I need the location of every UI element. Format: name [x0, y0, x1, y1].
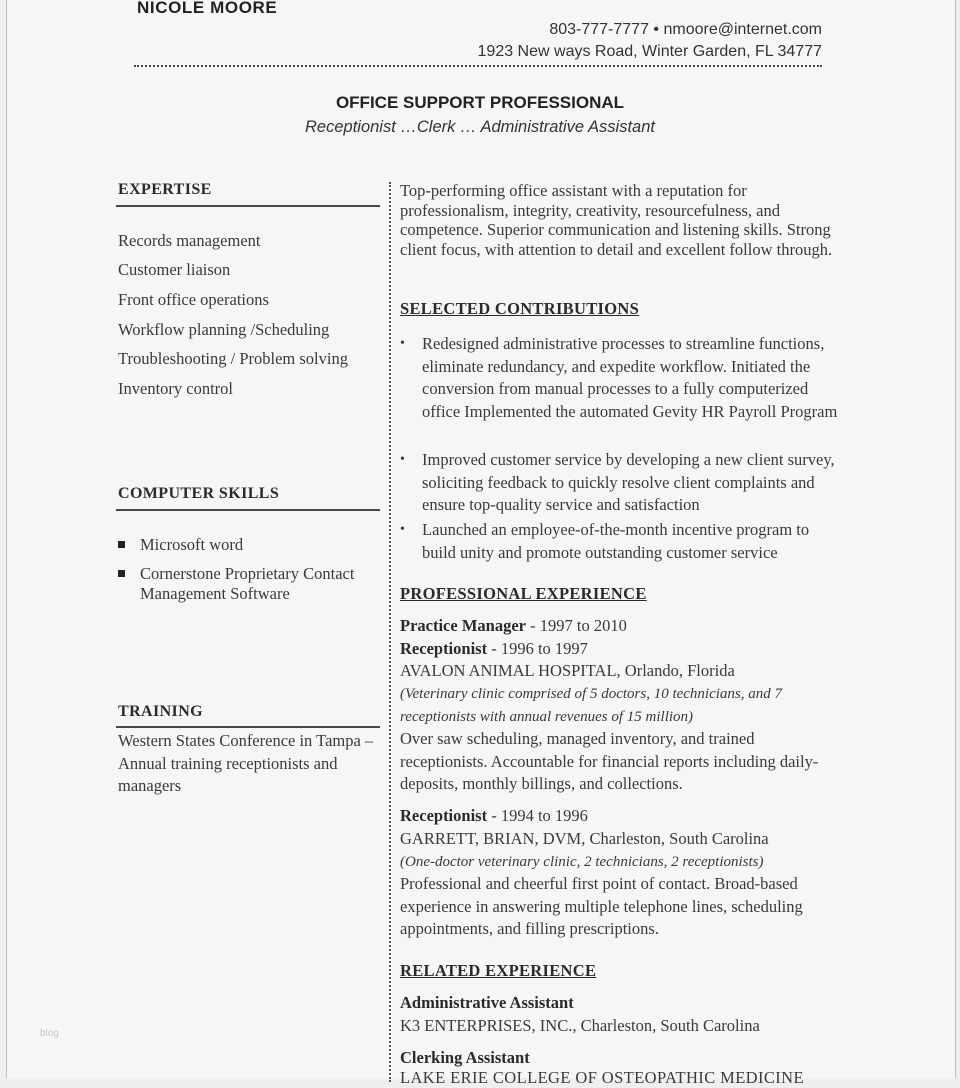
expertise-item: Customer liaison — [118, 260, 231, 279]
job-dates: - 1996 to 1997 — [487, 639, 588, 658]
job-title-line — [400, 638, 850, 661]
contact-phone-email: 803-777-7777 • nmoore@internet.com — [549, 21, 822, 38]
contribution-item — [400, 333, 840, 423]
contribution-item — [400, 519, 840, 564]
contribution-text: Redesigned administrative processes to streamline functions, eliminate redundancy, and expedite workflow. Initiated the conversion from manual processes to a fully computerized office Implemented the automated Gevity HR Payroll Program — [422, 334, 838, 421]
related-heading: RELATED EXPERIENCE — [400, 961, 597, 980]
computer-skills-rule — [116, 509, 380, 511]
related-employer: K3 ENTERPRISES, INC., Charleston, South Carolina — [400, 1016, 760, 1035]
contribution-text: Launched an employee-of-the-month incentive program to build unity and promote outstanding customer service — [422, 520, 810, 562]
square-bullet-icon — [118, 570, 125, 577]
resume-title: OFFICE SUPPORT PROFESSIONAL — [335, 93, 625, 112]
column-divider — [389, 182, 391, 1082]
expertise-rule — [116, 205, 380, 207]
applicant-name: NICOLE MOORE — [137, 0, 278, 17]
expertise-item: Records management — [118, 231, 261, 250]
computer-skill-item — [118, 564, 380, 604]
bullet-icon: • — [400, 452, 405, 467]
header-divider — [134, 65, 822, 67]
job-employer: AVALON ANIMAL HOSPITAL, Orlando, Florida — [400, 661, 735, 680]
bullet-icon: • — [400, 522, 405, 537]
job-title-line — [400, 805, 850, 828]
computer-skill-text: Cornerstone Proprietary Contact Management Software — [140, 564, 355, 603]
computer-skills-heading: COMPUTER SKILLS — [118, 485, 280, 502]
expertise-item: Workflow planning /Scheduling — [118, 320, 330, 339]
related-role — [400, 992, 850, 1015]
expertise-item: Troubleshooting / Problem solving — [118, 349, 348, 368]
expertise-item: Front office operations — [118, 290, 269, 309]
job-dates: - 1997 to 2010 — [525, 616, 627, 635]
watermark: blog — [40, 1028, 59, 1039]
contact-address: 1923 New ways Road, Winter Garden, FL 34777 — [477, 43, 822, 60]
related-employer: LAKE ERIE COLLEGE OF OSTEOPATHIC MEDICINE — [400, 1068, 804, 1087]
contribution-item — [400, 449, 840, 517]
training-rule — [116, 726, 380, 728]
job-title-line — [400, 615, 850, 638]
bullet-icon: • — [400, 336, 405, 351]
experience-heading: PROFESSIONAL EXPERIENCE — [400, 584, 647, 603]
contribution-text: Improved customer service by developing a new client survey, soliciting feedback to quickly resolve client complaints and ensure top-quality service and satisfaction — [422, 450, 835, 515]
training-heading: TRAINING — [118, 703, 203, 720]
training-text: Western States Conference in Tampa – Annual training receptionists and managers — [118, 731, 374, 795]
expertise-item: Inventory control — [118, 379, 234, 398]
profile-summary: Top-performing office assistant with a reputation for professionalism, integrity, creativity, resourcefulness, and competence. Superior communication and listening skills. Strong client focus, with attention to detail and excellent follow through. — [400, 181, 833, 260]
job-description: Professional and cheerful first point of contact. Broad-based experience in answering multiple telephone lines, scheduling appointments, and filling prescriptions. — [400, 874, 803, 939]
resume-subtitle: Receptionist …Clerk … Administrative Assistant — [305, 118, 655, 136]
job-description: Over saw scheduling, managed inventory, and trained receptionists. Accountable for financial reports including daily-deposits, monthly billings, and collections. — [400, 729, 819, 794]
job-dates: - 1994 to 1996 — [487, 806, 588, 825]
job-employer: GARRETT, BRIAN, DVM, Charleston, South Carolina — [400, 829, 769, 848]
computer-skill-item — [118, 535, 380, 555]
job-role: Practice Manager — [400, 616, 526, 635]
job-role: Receptionist — [400, 806, 488, 825]
square-bullet-icon — [118, 541, 125, 548]
job-role: Receptionist — [400, 639, 488, 658]
job-note: (Veterinary clinic comprised of 5 doctors, 10 technicians, and 7 receptionists with annual revenues of 15 million) — [400, 686, 783, 725]
expertise-heading: EXPERTISE — [118, 181, 212, 198]
job-role: Clerking Assistant — [400, 1048, 530, 1067]
job-note: (One-doctor veterinary clinic, 2 technicians, 2 receptionists) — [400, 854, 764, 870]
contributions-heading: SELECTED CONTRIBUTIONS — [400, 299, 640, 318]
related-role — [400, 1047, 850, 1070]
computer-skill-text: Microsoft word — [140, 535, 244, 554]
job-role: Administrative Assistant — [400, 993, 574, 1012]
